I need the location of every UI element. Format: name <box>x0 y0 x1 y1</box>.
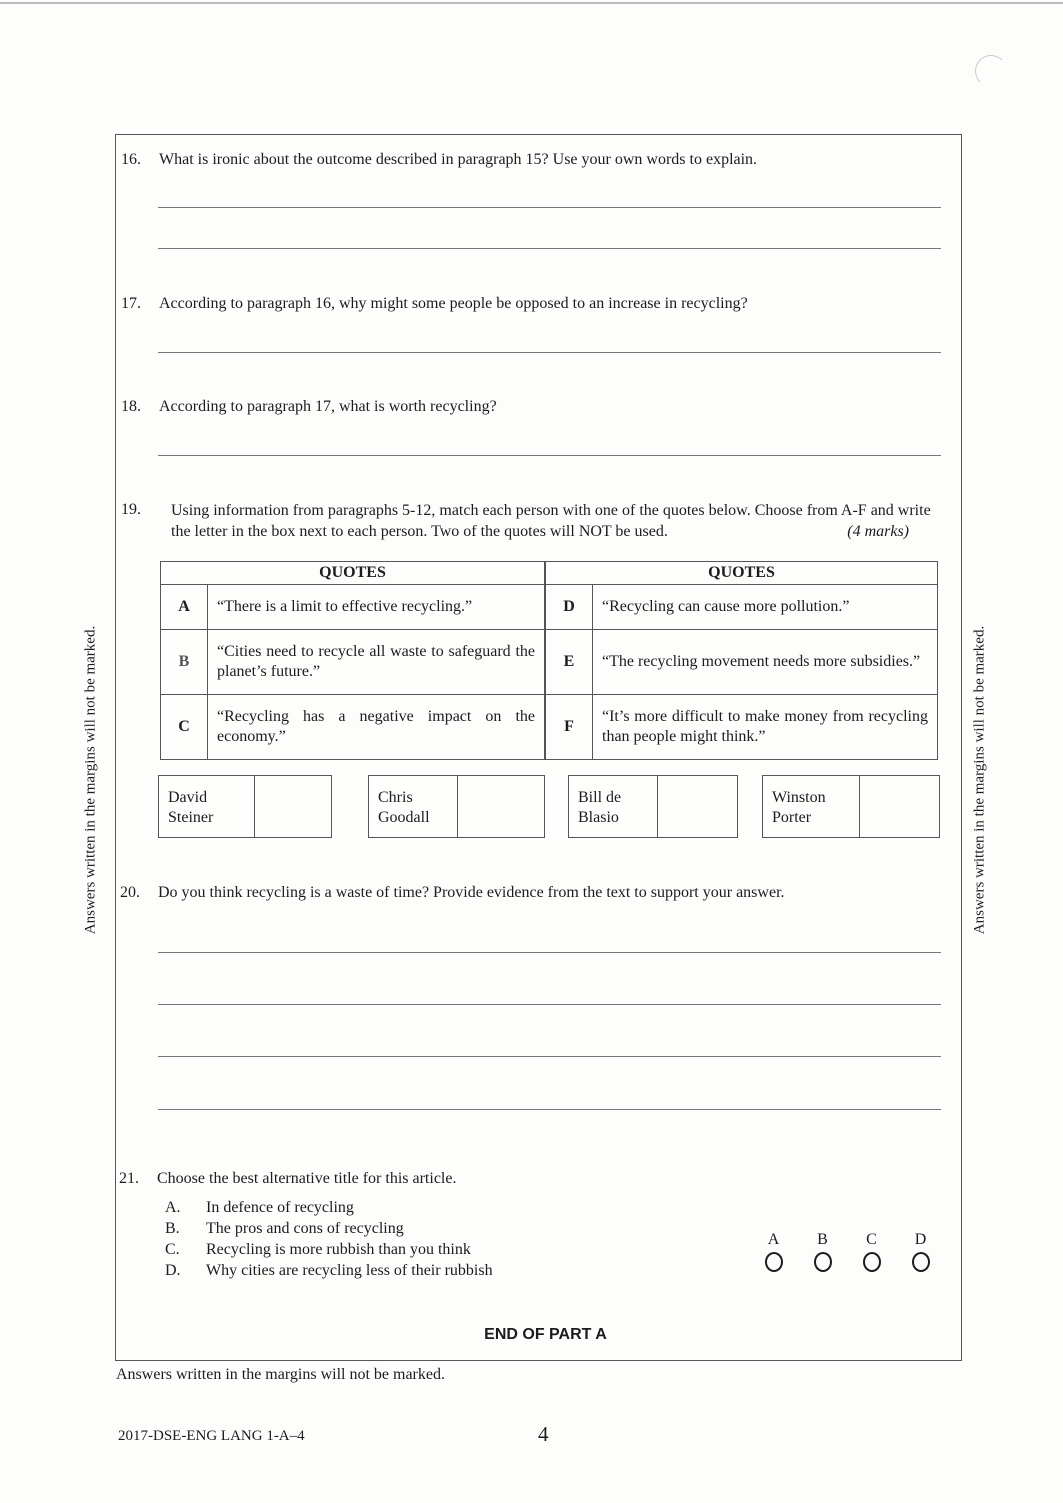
question-number: 16. <box>121 151 141 168</box>
answer-line[interactable] <box>158 1109 941 1110</box>
paper-code: 2017-DSE-ENG LANG 1-A–4 <box>118 1428 305 1444</box>
question-number: 20. <box>120 884 140 901</box>
quote-text: “Cities need to recycle all waste to safeguard the planet’s future.” <box>208 630 545 695</box>
quote-text: “There is a limit to effective recycling.” <box>208 585 545 630</box>
quote-letter: D <box>546 585 593 630</box>
answer-line[interactable] <box>158 952 941 953</box>
page-number: 4 <box>538 1422 549 1446</box>
answer-line[interactable] <box>158 455 941 456</box>
question-19-text <box>171 500 941 542</box>
quotes-table-left <box>160 561 545 760</box>
question-number: 17. <box>121 295 141 312</box>
person-name-line2: Blasio <box>578 809 619 826</box>
scan-edge-line <box>0 2 1063 4</box>
bubble-label: A <box>767 1231 780 1248</box>
bubble-a <box>749 1230 798 1272</box>
option-list <box>165 1197 493 1281</box>
option-d <box>165 1260 493 1281</box>
person-box-david-steiner <box>158 775 332 838</box>
person-name-line1: Chris <box>378 789 413 806</box>
margin-notice-left: Answers written in the margins will not be marked. <box>82 625 99 935</box>
answer-box[interactable] <box>658 776 737 837</box>
quote-text: “It’s more difficult to make money from recycling than people might think.” <box>593 695 938 760</box>
option-letter: A. <box>165 1199 181 1216</box>
person-name-line1: Bill de <box>578 789 622 806</box>
bubble-label: D <box>914 1231 927 1248</box>
question-number: 21. <box>119 1170 139 1187</box>
radio-circle-icon[interactable] <box>912 1252 930 1272</box>
person-name-line1: David <box>168 789 208 806</box>
person-name-line1: Winston <box>772 789 826 806</box>
option-letter: B. <box>165 1220 180 1237</box>
quotes-header: QUOTES <box>546 562 938 585</box>
answer-line[interactable] <box>158 352 941 353</box>
answer-box[interactable] <box>458 776 544 837</box>
bubble-label: C <box>866 1231 877 1248</box>
quotes-table-right <box>545 561 938 760</box>
end-of-part-label: END OF PART A <box>484 1326 607 1343</box>
person-box-winston-porter <box>762 775 940 838</box>
margin-notice-bottom: Answers written in the margins will not be marked. <box>116 1366 445 1383</box>
quote-letter: C <box>161 695 208 760</box>
bubble-b <box>798 1230 847 1272</box>
question-text: What is ironic about the outcome described in paragraph 15? Use your own words to explain. <box>159 151 758 168</box>
question-number: 18. <box>121 398 141 415</box>
quote-row <box>161 585 545 630</box>
person-name-line2: Porter <box>772 809 812 826</box>
person-box-bill-de-blasio <box>568 775 738 838</box>
answer-line[interactable] <box>158 1056 941 1057</box>
person-name-line2: Goodall <box>378 809 430 826</box>
answer-line[interactable] <box>158 1004 941 1005</box>
option-text: Recycling is more rubbish than you think <box>206 1241 471 1258</box>
radio-circle-icon[interactable] <box>814 1252 832 1272</box>
person-box-chris-goodall <box>368 775 545 838</box>
option-letter: D. <box>165 1262 181 1279</box>
quote-row <box>546 695 938 760</box>
quote-text: “Recycling has a negative impact on the economy.” <box>208 695 545 760</box>
question-number: 19. <box>121 501 141 518</box>
corner-mark <box>975 55 1007 87</box>
quote-text: “The recycling movement needs more subsidies.” <box>593 630 938 695</box>
question-text: According to paragraph 16, why might some people be opposed to an increase in recycling? <box>159 295 748 312</box>
quote-letter: B <box>161 630 208 695</box>
quote-letter: A <box>161 585 208 630</box>
quote-text: “Recycling can cause more pollution.” <box>593 585 938 630</box>
margin-notice-right: Answers written in the margins will not be marked. <box>971 625 988 935</box>
option-text: The pros and cons of recycling <box>206 1220 404 1237</box>
quote-letter: E <box>546 630 593 695</box>
bubble-d <box>896 1230 945 1272</box>
answer-line[interactable] <box>158 207 941 208</box>
marks-label: (4 marks) <box>847 523 909 540</box>
quote-row <box>161 630 545 695</box>
answer-line[interactable] <box>158 248 941 249</box>
quotes-header: QUOTES <box>161 562 545 585</box>
option-b <box>165 1218 493 1239</box>
person-name-line2: Steiner <box>168 809 214 826</box>
quote-row <box>546 585 938 630</box>
answer-bubbles <box>749 1230 945 1272</box>
option-text: Why cities are recycling less of their rubbish <box>206 1262 493 1279</box>
answer-box[interactable] <box>860 776 939 837</box>
question-text: Choose the best alternative title for this article. <box>157 1170 457 1187</box>
answer-box[interactable] <box>255 776 331 837</box>
quote-letter: F <box>546 695 593 760</box>
quote-row <box>546 630 938 695</box>
option-text: In defence of recycling <box>206 1199 354 1216</box>
bubble-c <box>847 1230 896 1272</box>
option-c <box>165 1239 493 1260</box>
question-text: According to paragraph 17, what is worth recycling? <box>159 398 497 415</box>
option-a <box>165 1197 493 1218</box>
option-letter: C. <box>165 1241 180 1258</box>
bubble-label: B <box>817 1231 828 1248</box>
radio-circle-icon[interactable] <box>863 1252 881 1272</box>
question-text: Do you think recycling is a waste of time? Provide evidence from the text to support your answer. <box>158 884 785 901</box>
quote-row <box>161 695 545 760</box>
radio-circle-icon[interactable] <box>765 1252 783 1272</box>
question-text: Using information from paragraphs 5-12, match each person with one of the quotes below. Choose from A-F and write the letter in the box next to each person. Two of the quotes will NOT be used. <box>171 502 931 540</box>
